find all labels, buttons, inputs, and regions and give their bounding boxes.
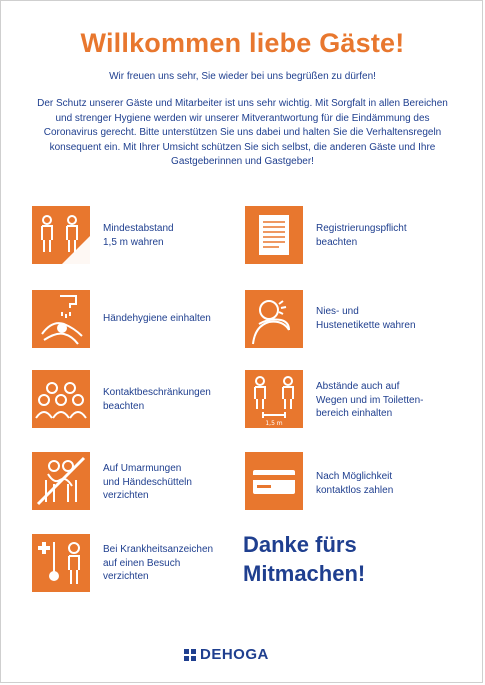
rule-contactless-label: Nach Möglichkeit kontaktlos zahlen	[316, 471, 394, 496]
registration-list-icon	[245, 206, 303, 264]
two-people-distance-icon	[32, 206, 90, 264]
no-hug-icon	[32, 452, 90, 510]
dehoga-logo-mark	[183, 648, 197, 662]
rule-hugs-label: Auf Umarmungen und Händeschütteln verzichten	[103, 463, 192, 501]
sneeze-into-elbow-icon	[245, 290, 303, 348]
page-title: Willkommen liebe Gäste!	[80, 28, 405, 58]
rule-paths-label: Abstände auch auf Wegen und im Toiletten- bereich einhalten	[316, 381, 424, 419]
rule-sneeze-label: Nies- und Hustenetikette wahren	[316, 306, 416, 331]
thermometer-illness-icon	[32, 534, 90, 592]
dehoga-logo-text: DEHOGA	[200, 646, 269, 663]
handwashing-icon	[32, 290, 90, 348]
group-contact-icon	[32, 370, 90, 428]
distance-path-icon	[245, 370, 303, 428]
rule-registration-label: Registrierungspflicht beachten	[316, 223, 407, 248]
rule-illness-label: Bei Krankheitsanzeichen auf einen Besuch verzichten	[103, 544, 214, 582]
thanks-heading: Danke fürs Mitmachen!	[243, 532, 366, 586]
intro-paragraph: Der Schutz unserer Gäste und Mitarbeiter ist uns sehr wichtig. Mit Sorgfalt in allen Bereichen und strenger Hygiene werden wir unserer Mitverantwortung für die Eindämmung des Coronavirus gerecht. Bitte unterstützen Sie uns dabei und halten Sie die Verhaltensregeln konsequent ein. Mit Ihrer Umsicht schützen Sie sich selbst, die anderen Gäste und Ihre Gastgeberinnen und Gastgeber!	[37, 98, 448, 167]
dehoga-logo	[183, 646, 269, 663]
rule-contact-label: Kontaktbeschränkungen beachten	[103, 387, 211, 412]
distance-marker-text: 1,5 m	[265, 420, 283, 427]
payment-card-icon	[245, 452, 303, 510]
page-subtitle: Wir freuen uns sehr, Sie wieder bei uns begrüßen zu dürfen!	[109, 71, 376, 82]
rule-distance-label: Mindestabstand 1,5 m wahren	[103, 223, 174, 248]
rule-hand-hygiene-label: Händehygiene einhalten	[103, 313, 211, 324]
